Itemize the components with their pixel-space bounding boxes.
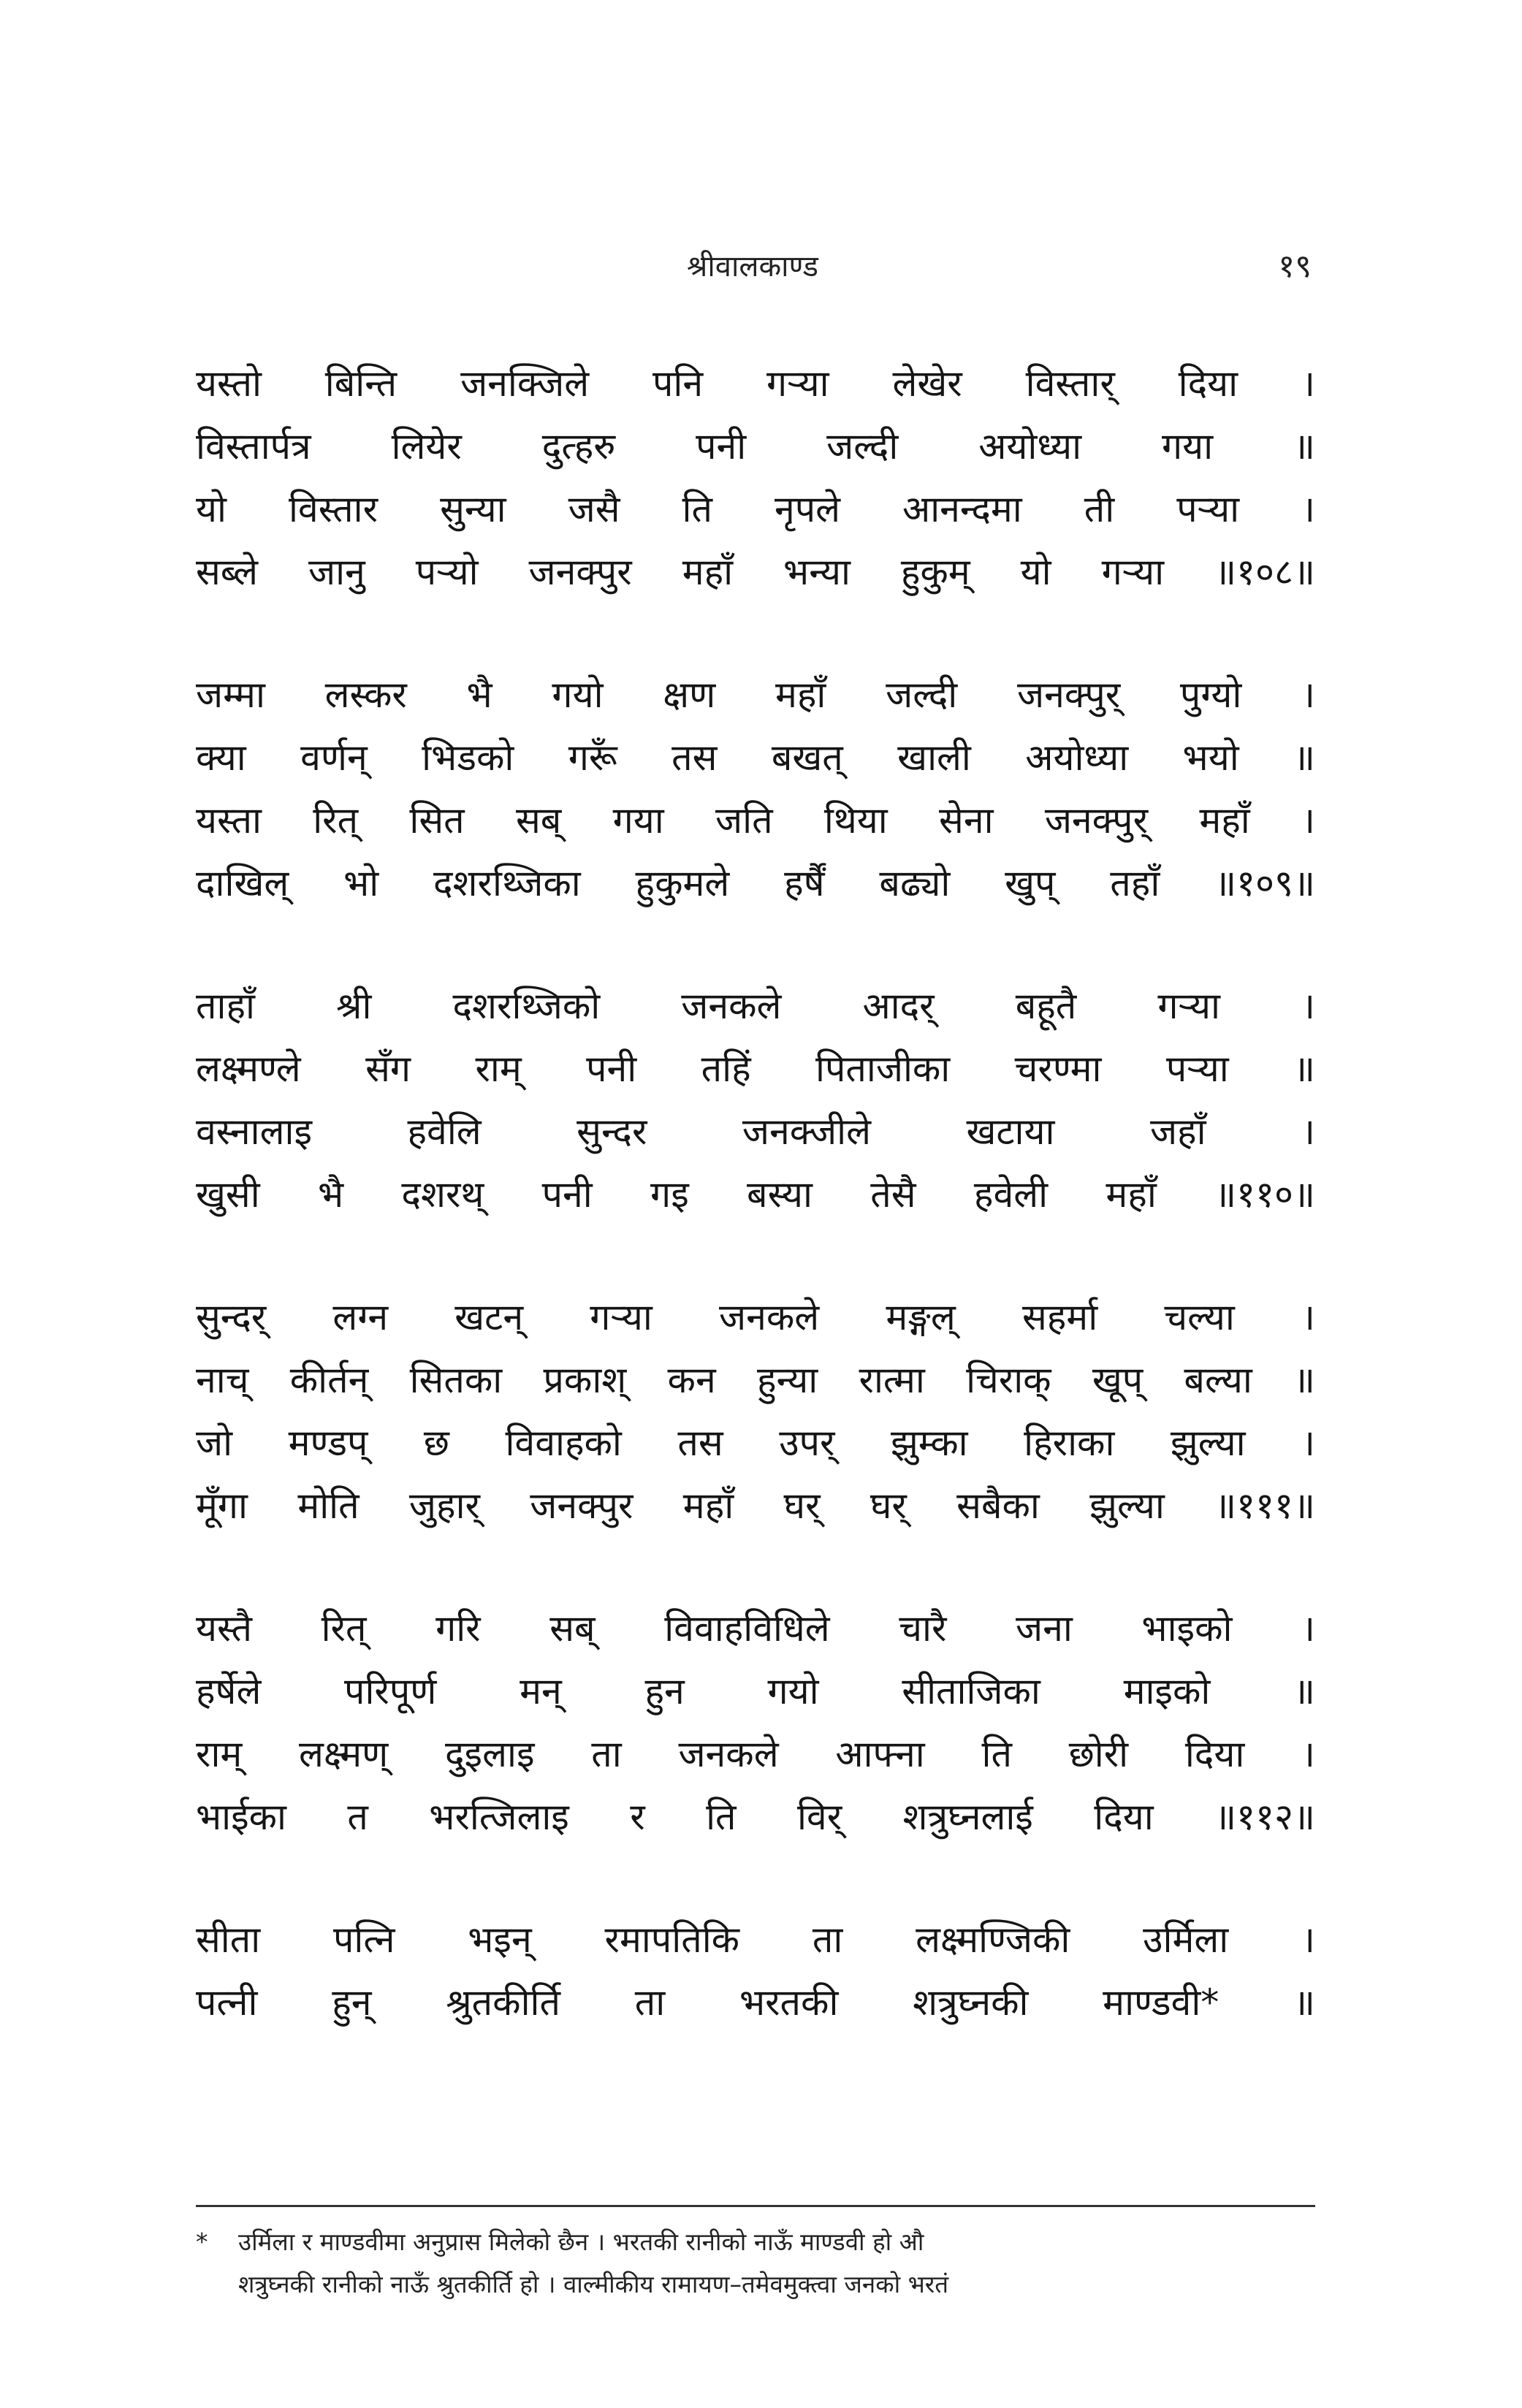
verse-line: मूँगा मोति जुहार् जनक्पुर महाँ घर् घर् सबैका झुल्या ॥१११॥	[196, 1485, 1315, 1527]
verse-line: भाईका त भरत्जिलाइ र ति विर् शत्रुघ्नलाई दिया ॥११२॥	[196, 1796, 1315, 1838]
verse-line: सीता पत्नि भइन् रमापतिकि ता लक्ष्मण्जिकी उर्मिला ।	[196, 1919, 1315, 1961]
stanza-109	[196, 663, 1315, 915]
verse-line: लक्ष्मण्ले सँग राम् पनी तहिं पिताजीका चरण्मा पऱ्या ॥	[196, 1048, 1315, 1090]
verse-line: यस्ता रित् सित सब् गया जति थिया सेना जनक्पुर् महाँ ।	[196, 799, 1315, 842]
stanza-108	[196, 352, 1315, 603]
verse-line: यस्तै रित् गरि सब् विवाहविधिले चारै जना भाइको ।	[196, 1607, 1315, 1650]
stanza-110	[196, 975, 1315, 1226]
verse-line: वस्नालाइ हवेलि सुन्दर जनक्जीले खटाया जहाँ ।	[196, 1110, 1315, 1153]
verse-line: जो मण्डप् छ विवाहको तस उपर् झुम्का हिराका झुल्या ।	[196, 1422, 1315, 1464]
verse-line: हर्षेले परिपूर्ण मन् हुन गयो सीताजिका माइको ॥	[196, 1670, 1315, 1712]
verse-line: नाच् कीर्तन् सितका प्रकाश् कन हुन्या रात्मा चिराक् खूप् बल्या ॥	[196, 1359, 1315, 1401]
verse-line: जम्मा लस्कर भै गयो क्षण महाँ जल्दी जनक्पुर् पुग्यो ।	[196, 674, 1315, 716]
footnote-text: उर्मिला र माण्डवीमा अनुप्रास मिलेको छैन । भरतकी रानीको नाऊँ माण्डवी हो औ	[238, 2228, 924, 2256]
verse-block	[196, 352, 1315, 2094]
verse-line: सब्ले जानु पऱ्यो जनक्पुर महाँ भन्या हुकुम् यो गऱ्या ॥१०८॥	[196, 551, 1315, 593]
verse-line: विस्तार्पत्र लियेर दुत्हरु पनी जल्दी अयोध्या गया ॥	[196, 425, 1315, 468]
running-title: श्रीवालकाण्ड	[687, 250, 818, 283]
stanza-111	[196, 1286, 1315, 1537]
verse-line: क्या वर्णन् भिडको गरूँ तस बखत् खाली अयोध्या भयो ॥	[196, 736, 1315, 779]
footnote-line	[196, 2263, 1315, 2306]
footnote-divider	[196, 2205, 1315, 2207]
footnote	[196, 2221, 1315, 2306]
stanza-113-partial	[196, 1908, 1315, 2034]
stanza-112	[196, 1597, 1315, 1848]
verse-line: दाखिल् भो दशरथ्जिका हुकुमले हर्षैं बढ्यो खुप् तहाँ ॥१०९॥	[196, 862, 1315, 904]
running-head	[194, 245, 1312, 296]
verse-line: यस्तो बिन्ति जनक्जिले पनि गऱ्या लेखेर विस्तार् दिया ।	[196, 362, 1315, 405]
verse-line: सुन्दर् लग्न खटन् गऱ्या जनकले मङ्गल् सहर्मा चल्या ।	[196, 1296, 1315, 1338]
footnote-mark: *	[196, 2228, 208, 2256]
verse-line: पत्नी हुन् श्रुतकीर्ति ता भरतकी शत्रुघ्नकी माण्डवी* ॥	[196, 1981, 1315, 2024]
page-number: १९	[1278, 248, 1312, 285]
verse-line: राम् लक्ष्मण् दुइलाइ ता जनकले आफ्ना ति छोरी दिया ।	[196, 1733, 1315, 1775]
verse-line: यो विस्तार सुन्या जसै ति नृपले आनन्दमा ती पऱ्या ।	[196, 488, 1315, 530]
verse-line: खुसी भै दशरथ् पनी गइ बस्या तेसै हवेली महाँ ॥११०॥	[196, 1173, 1315, 1216]
footnote-line	[196, 2221, 1315, 2263]
verse-line: ताहाँ श्री दशरथ्जिको जनकले आदर् बहूतै गऱ्या ।	[196, 985, 1315, 1027]
footnote-text: शत्रुघ्नकी रानीको नाऊँ श्रुतकीर्ति हो । वाल्मीकीय रामायण–तमेवमुक्त्वा जनको भरतं	[238, 2270, 949, 2298]
